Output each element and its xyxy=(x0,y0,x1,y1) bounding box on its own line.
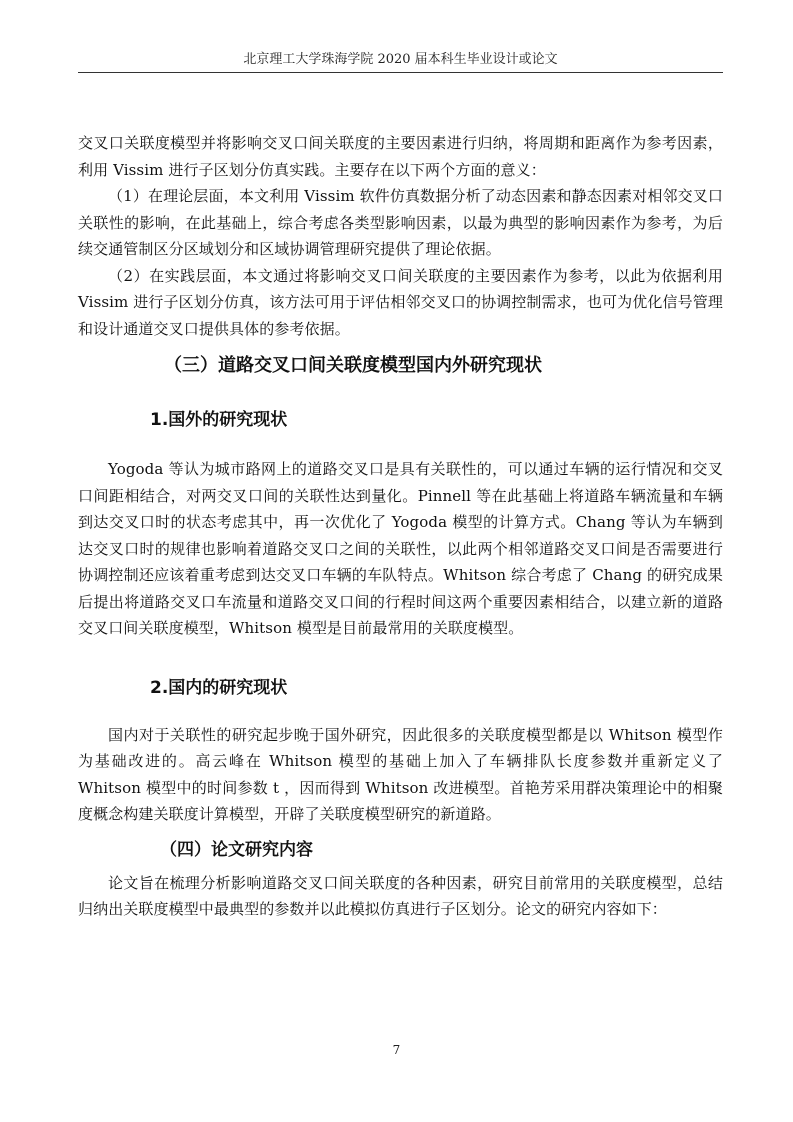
header-rule xyxy=(78,72,723,73)
paragraph-foreign-research: Yogoda 等认为城市路网上的道路交叉口是具有关联性的，可以通过车辆的运行情况和交叉口间距相结合，对两交叉口间的关联性达到量化。Pinnell 等在此基础上将道路车辆流量和车辆到达交叉口时的状态考虑其中，再一次优化了 Yogoda 模型的计算方式。Chang 等认为车辆到达交叉口时的规律也影响着道路交叉口之间的关联性，以此两个相邻道路交叉口间是否需要进行协调控制还应该着重考虑到达交叉口车辆的车队特点。Whitson 综合考虑了 Chang 的研究成果后提出将道路交叉口车流量和道路交叉口间的行程时间这两个重要因素相结合，以建立新的道路交叉口间关联度模型，Whitson 模型是目前最常用的关联度模型。 xyxy=(78,460,723,637)
page-body xyxy=(78,130,723,923)
section-heading-research-content: （四）论文研究内容 xyxy=(160,839,313,860)
section-heading-research-status: （三）道路交叉口间关联度模型国内外研究现状 xyxy=(164,355,542,376)
subsection-heading-foreign: 1.国外的研究现状 xyxy=(150,410,288,430)
paragraph-domestic-research: 国内对于关联性的研究起步晚于国外研究，因此很多的关联度模型都是以 Whitson 模型作为基础改进的。高云峰在 Whitson 模型的基础上加入了车辆排队长度参数并重新定义了 Whitson 模型中的时间参数 t ，因而得到 Whitson 改进模型。首艳芳采用群决策理论中的相聚度概念构建关联度计算模型，开辟了关联度模型研究的新道路。 xyxy=(78,725,723,823)
paragraph-research-content: 论文旨在梳理分析影响道路交叉口间关联度的各种因素，研究目前常用的关联度模型，总结归纳出关联度模型中最典型的参数并以此模拟仿真进行子区划分。论文的研究内容如下： xyxy=(78,873,723,918)
page-number: 7 xyxy=(392,1043,401,1057)
running-header: 北京理工大学珠海学院 2020 届本科生毕业设计或论文 xyxy=(243,52,558,67)
paragraph-practical-significance: （2）在实践层面，本文通过将影响交叉口间关联度的主要因素作为参考，以此为依据利用 Vissim 进行子区划分仿真，该方法可用于评估相邻交叉口的协调控制需求，也可为优化信号管理和设计通道交叉口提供具体的参考依据。 xyxy=(78,266,723,338)
paragraph-significance-intro: 交叉口关联度模型并将影响交叉口间关联度的主要因素进行归纳，将周期和距离作为参考因素，利用 Vissim 进行子区划分仿真实践。主要存在以下两个方面的意义： xyxy=(78,134,723,179)
paragraph-theoretical-significance: （1）在理论层面，本文利用 Vissim 软件仿真数据分析了动态因素和静态因素对相邻交叉口关联性的影响，在此基础上，综合考虑各类型影响因素，以最为典型的影响因素作为参考，为后续交通管制区分区域划分和区域协调管理研究提供了理论依据。 xyxy=(78,187,723,258)
subsection-heading-domestic: 2.国内的研究现状 xyxy=(150,677,288,698)
